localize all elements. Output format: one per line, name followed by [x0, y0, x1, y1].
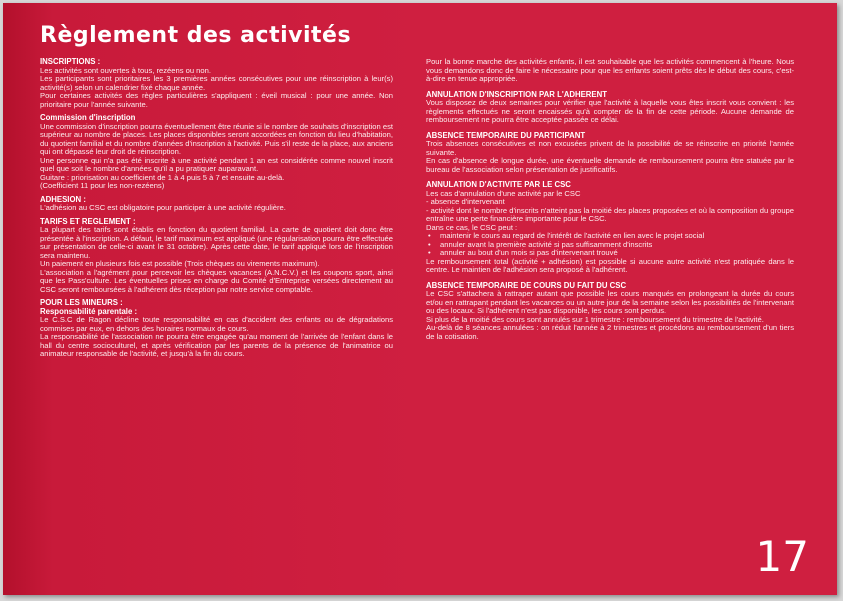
paragraph: La plupart des tarifs sont établis en fonction du quotient familial. La carte de quotient doit donc être présentée à l'inscription. A défaut, le tarif maximum est appliqué (une régularisation pourra être effectuée sur présentation de celle-ci avant le 31 octobre). Après cette date, le tarif appliqué lors de l'inscription sera maintenu.: [40, 225, 393, 260]
section-heading: ABSENCE TEMPORAIRE DU PARTICIPANT: [426, 130, 586, 140]
section-annulation-inscription: [426, 91, 794, 125]
section-commission: [40, 114, 393, 191]
paragraph: Les cas d'annulation d'une activité par le CSC: [426, 188, 581, 198]
section-heading: TARIFS ET REGLEMENT :: [40, 216, 136, 226]
paragraph: En cas d'absence de longue durée, une éventuelle demande de remboursement pourra être statuée par le bureau de l'association selon présentation de justificatifs.: [426, 156, 794, 174]
bullet-item: • maintenir le cours au regard de l'intérêt de l'activité en lien avec le projet social: [426, 232, 794, 241]
section-intro: [426, 58, 794, 84]
paragraph: Vous disposez de deux semaines pour vérifier que l'activité à laquelle vous êtes inscrit vous convient : les règlements effectués ne seront encaissés qu'à compter de la fin de cette période. Aucune demande de remboursement ne pourra être acceptée passée ce délai.: [426, 98, 794, 124]
paragraph: Trois absences consécutives et non excusées privent de la possibilité de se réinscrire en priorité l'année suivante.: [426, 139, 794, 157]
paragraph: Guitare : priorisation au coefficient de 1 à 4 puis 5 à 7 et ensuite au-delà.: [40, 172, 285, 182]
right-column: [426, 58, 794, 348]
section-mineurs: [40, 299, 393, 359]
paragraph: (Coefficient 11 pour les non-rezéens): [40, 181, 165, 190]
paragraph: Le remboursement total (activité + adhésion) est possible si aucune autre activité n'est pratiquée dans le centre. Le maintien de l'adhésion sera proposé à l'adhérent.: [426, 256, 794, 274]
section-tarifs: [40, 218, 393, 295]
paragraph: Pour la bonne marche des activités enfants, il est souhaitable que les activités commencent à l'heure. Nous vous demandons donc de faire le nécessaire pour que les enfants soient prêts dès le début des cours, c'est-à-dire en tenue appropriée.: [426, 57, 794, 83]
section-heading: ANNULATION D'ACTIVITE PAR LE CSC: [426, 180, 571, 189]
brochure-page: [3, 3, 837, 595]
section-subheading: Responsabilité parentale :: [40, 306, 138, 316]
paragraph: Une commission d'inscription pourra éventuellement être réunie si le nombre de souhaits d'inscription est supérieur au nombre de places. Les places disponibles seront accordées en fonction du lieu d'habitation, du quotient familial et du nombre d'années d'inscription à l'activité. Puis s'il reste de la place, aux anciens qui ont dépassé leur droit de réinscription.: [40, 121, 393, 156]
paragraph: Si plus de la moitié des cours sont annulés sur 1 trimestre : remboursement du trimestre de l'activité.: [426, 314, 764, 324]
section-heading: ADHESION :: [40, 194, 86, 204]
paragraph: Les activités sont ouvertes à tous, rezéens ou non.: [40, 65, 211, 75]
section-heading: ABSENCE TEMPORAIRE DE COURS DU FAIT DU CSC: [426, 280, 627, 290]
page-title: Règlement des activités: [40, 23, 352, 48]
section-annulation-activite: [426, 181, 794, 275]
paragraph: Les participants sont prioritaires les 3 premières années consécutives pour une réinscription à leur(s) activité(s) selon un calendrier fixé chaque année.: [40, 74, 393, 92]
bullet-item: • annuler au bout d'un mois si pas d'intervenant trouvé: [426, 249, 794, 258]
paragraph: Un paiement en plusieurs fois est possible (Trois chèques ou virements maximum).: [40, 259, 320, 268]
paragraph: L'association a l'agrément pour percevoir les chèques vacances (A.N.C.V.) et les coupons sport, ainsi que les Pass'culture. Les éventuelles prises en charge du Comité d'Entreprise versées directement au CSC seront remboursées à l'adhérent dès réception par notre service comptable.: [40, 267, 393, 294]
bullet-item: • annuler avant la première activité si pas suffisamment d'inscrits: [426, 241, 794, 250]
paragraph: Au-delà de 8 séances annulées : on réduit l'année à 2 trimestres et procédons au remboursement d'un tiers de la cotisation.: [426, 323, 794, 341]
section-adhesion: [40, 196, 393, 213]
paragraph: Le CSC s'attachera à rattraper autant que possible les cours manqués en prolongeant la durée du cours et/ou en rattrapant pendant les vacances ou un autre jour de la semaine selon les possibilités de l'intervenant ou des locaux. Si l'adhérent n'est pas disponible, les cours sont perdus.: [426, 289, 794, 315]
section-heading: ANNULATION D'INSCRIPTION PAR L'ADHERENT: [426, 89, 608, 99]
section-inscriptions: [40, 58, 393, 109]
paragraph: Une personne qui n'a pas été inscrite à une activité pendant 1 an est considérée comme nouvel inscrit quel que soit le nombre d'années qu'il a pu pratiquer auparavant.: [40, 155, 393, 173]
section-heading: POUR LES MINEURS :: [40, 298, 123, 307]
section-absence-cours: [426, 282, 794, 342]
left-column: [40, 58, 393, 364]
paragraph: La responsabilité de l'association ne pourra être engagée qu'au moment de l'arrivée de l'enfant dans le hall du centre socioculturel, et après vérification par les parents de la présence de l'animatrice ou animateur responsable de l'activité, et jusqu'à la fin du cours.: [40, 332, 393, 358]
paragraph: - activité dont le nombre d'inscrits n'atteint pas la moitié des places proposées et où la composition du groupe entraîne une perte financière importante pour le CSC.: [426, 205, 794, 223]
paragraph: Dans ce cas, le CSC peut :: [426, 222, 518, 232]
paragraph: L'adhésion au CSC est obligatoire pour participer à une activité régulière.: [40, 203, 286, 212]
paragraph: Le C.S.C de Ragon décline toute responsabilité en cas d'accident des enfants ou de dégradations commises par eux, en dehors des horaires normaux de cours.: [40, 315, 393, 333]
section-heading: Commission d'inscription: [40, 113, 136, 122]
section-heading: INSCRIPTIONS :: [40, 57, 101, 66]
paragraph: - absence d'intervenant: [426, 197, 505, 206]
page-number: 17: [755, 532, 809, 581]
paragraph: Pour certaines activités des règles particulières s'appliquent : éveil musical : pour une année. Non prioritaire pour l'année suivante.: [40, 91, 393, 109]
section-absence-participant: [426, 132, 794, 175]
